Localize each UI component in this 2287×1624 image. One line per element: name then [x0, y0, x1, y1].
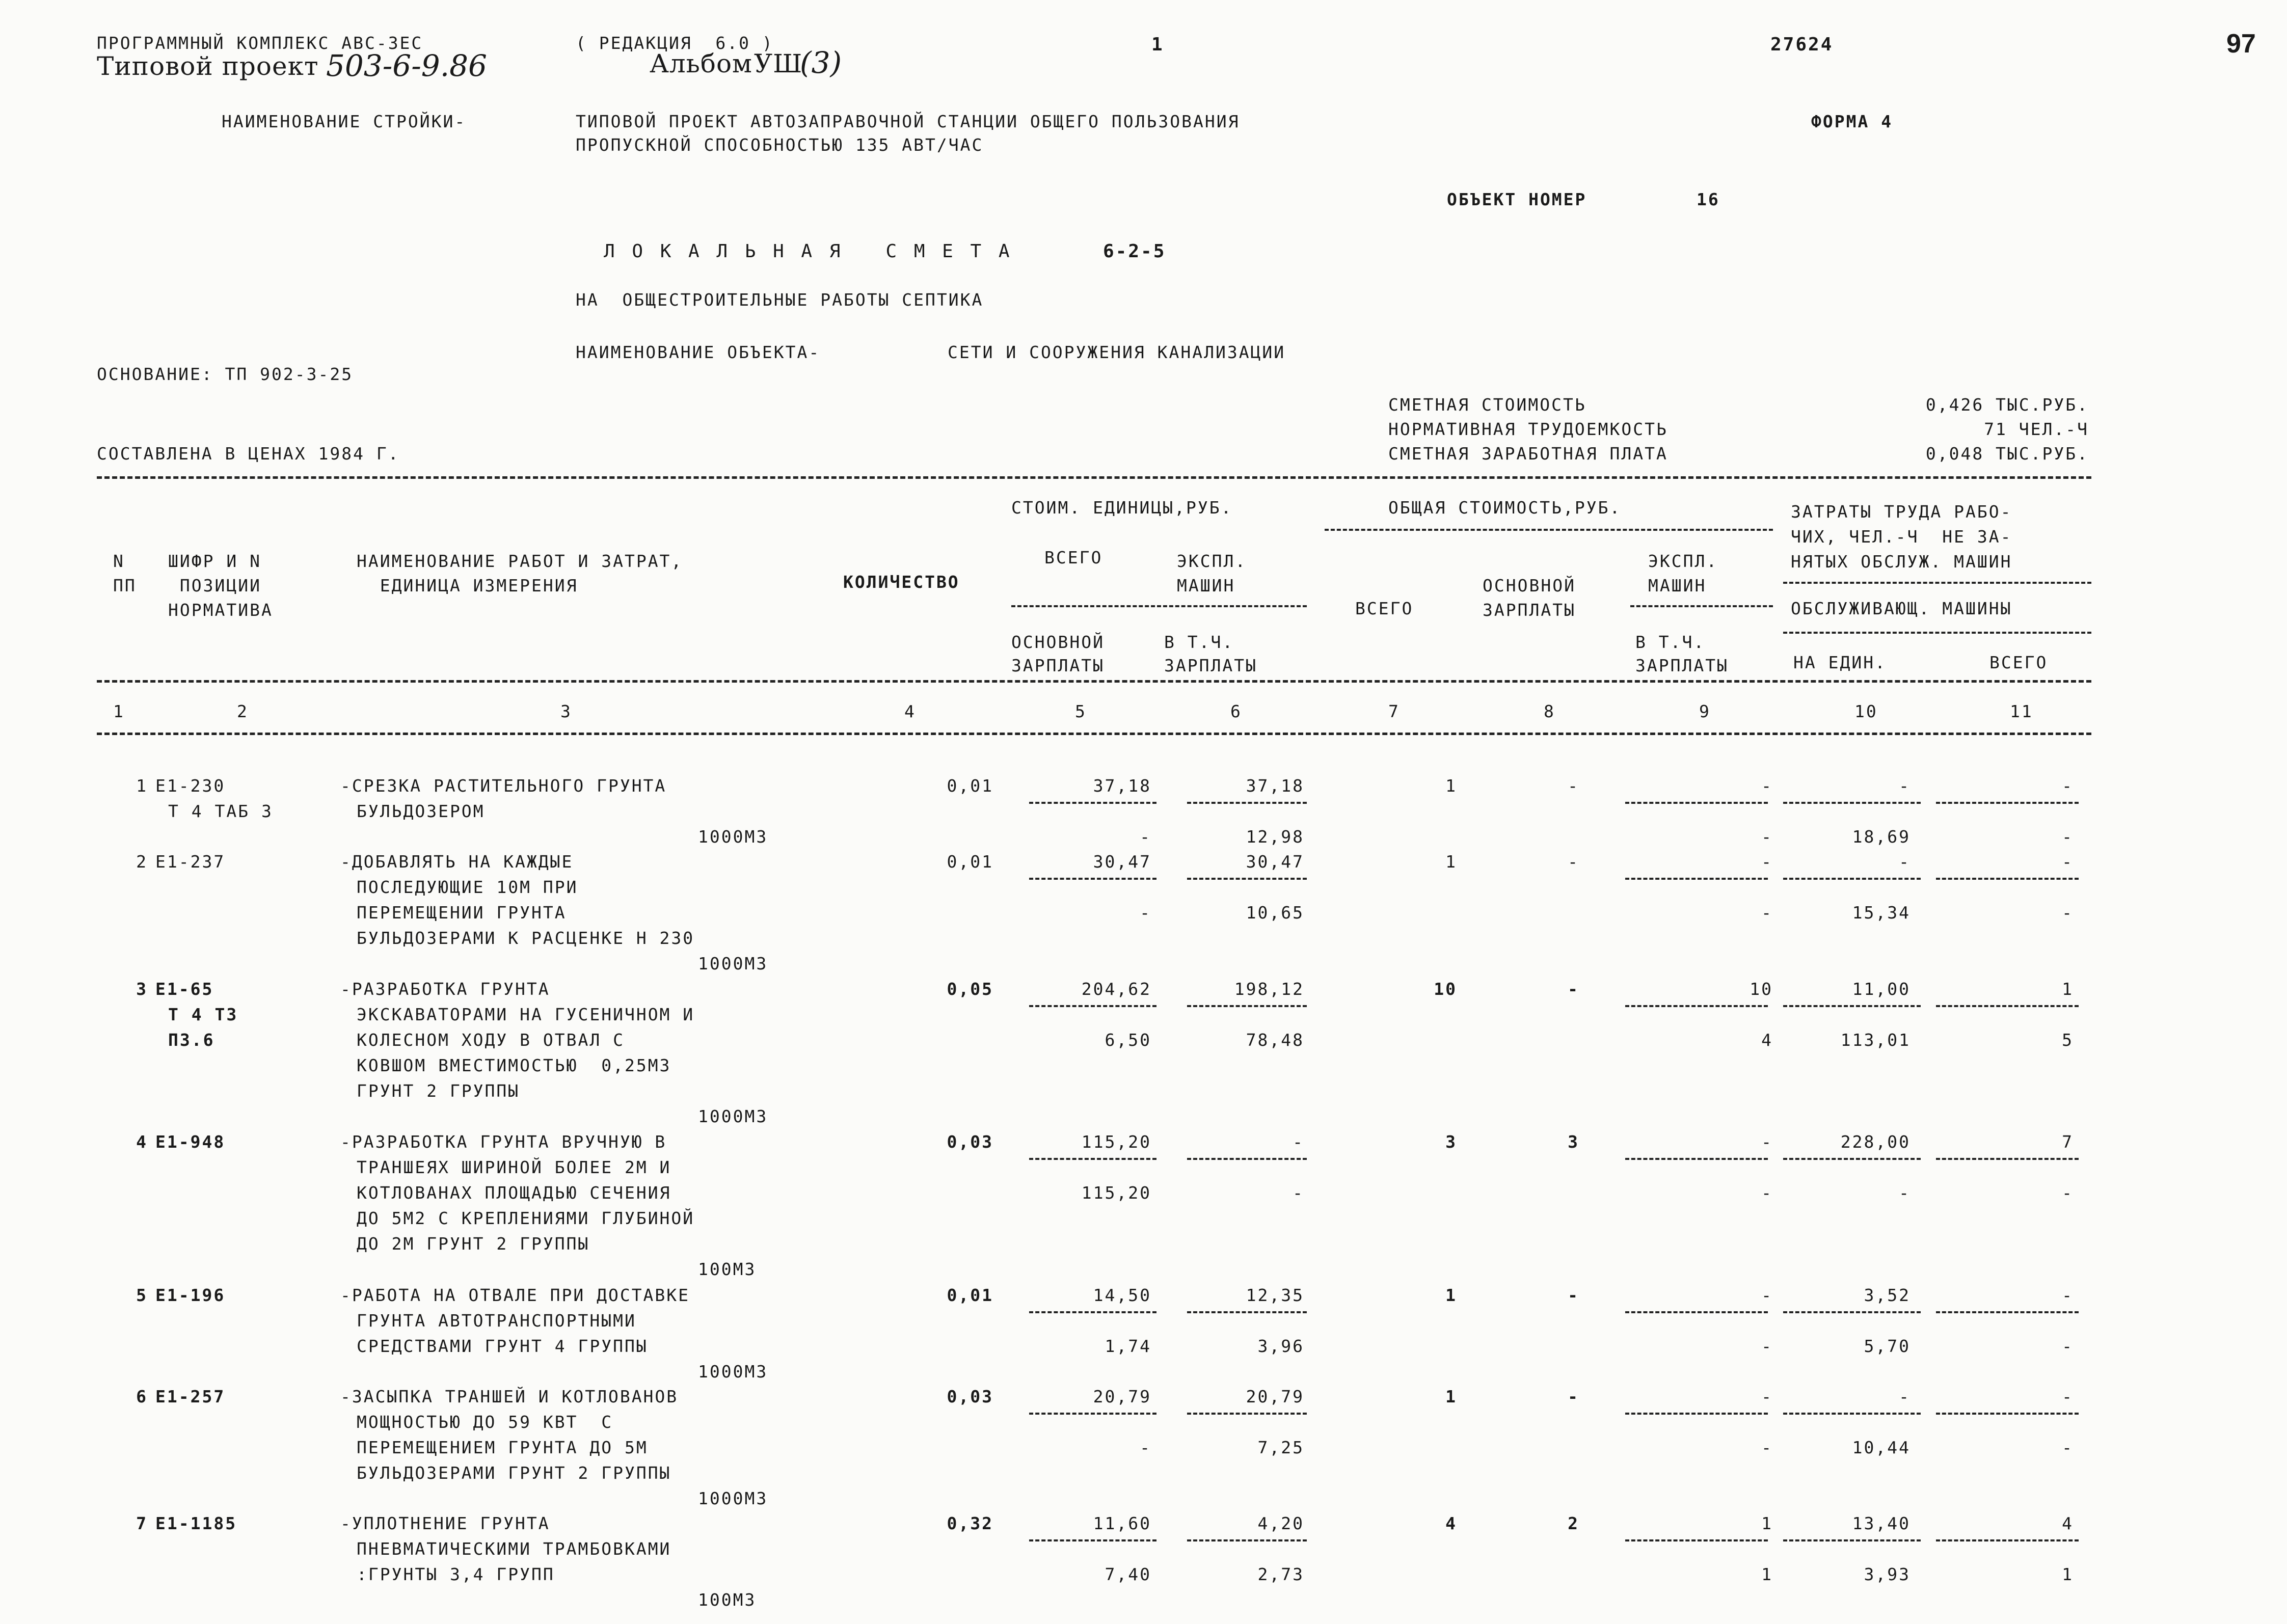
total-incl-wage-header: В Т.Ч. ЗАРПЛАТЫ: [1635, 632, 1729, 675]
row-total-machines: -: [1761, 776, 1773, 796]
total-base-wage-header: ОСНОВНОЙ ЗАРПЛАТЫ: [1483, 576, 1576, 620]
row-unit-machines: 198,12: [1234, 979, 1304, 999]
row-subrule: [1936, 1311, 2079, 1313]
row-subrule: [1029, 1005, 1156, 1007]
row-description: КОТЛОВАНАХ ПЛОЩАДЬЮ СЕЧЕНИЯ: [357, 1183, 671, 1203]
row-code-ref: П3.6: [168, 1030, 215, 1050]
row-unit-total: 20,79: [1093, 1387, 1151, 1406]
row-number: 1: [136, 776, 148, 796]
row-total: 1: [1445, 1387, 1457, 1406]
row-labor-total: 7: [2062, 1132, 2074, 1152]
page-index: 1: [1151, 34, 1164, 55]
row-quantity: 0,01: [947, 852, 993, 872]
row-labor-total: -: [2062, 776, 2074, 796]
row-total-incl-wage: -: [1761, 1438, 1773, 1457]
row-subrule: [1936, 802, 2079, 804]
row-subrule: [1187, 1539, 1307, 1541]
row-total-machines: -: [1761, 1132, 1773, 1152]
row-quantity: 0,01: [947, 776, 993, 796]
page-number: 97: [2226, 29, 2256, 59]
labor-top-header: ЗАТРАТЫ ТРУДА РАБО- ЧИХ, ЧЕЛ.-Ч НЕ ЗА- НЯТЫХ ОБСЛУЖ. МАШИН: [1791, 502, 2012, 572]
row-subrule: [1936, 1158, 2079, 1160]
row-quantity: 0,03: [947, 1387, 993, 1406]
row-labor-unit: -: [1899, 852, 1911, 872]
row-total: 1: [1445, 1285, 1457, 1305]
summary-value-1: 0,426 ТЫС.РУБ.: [1925, 395, 2089, 415]
total-sub-rule: [1325, 529, 1773, 531]
row-total-incl-wage: -: [1761, 1336, 1773, 1356]
row-subrule: [1029, 1311, 1156, 1313]
construction-line1: ТИПОВОЙ ПРОЕКТ АВТОЗАПРАВОЧНОЙ СТАНЦИИ ОБЩЕГО ПОЛЬЗОВАНИЯ: [576, 112, 1240, 131]
row-code-ref: Т 4 ТАБ 3: [168, 801, 273, 821]
row-subrule: [1625, 1311, 1768, 1313]
row-unit-machines: -: [1293, 1132, 1304, 1152]
row-labor-unit: 3,52: [1864, 1285, 1911, 1305]
row-unit-total: 204,62: [1081, 979, 1151, 999]
colnum-1: 1: [113, 701, 125, 721]
row-unit-machines: 20,79: [1246, 1387, 1304, 1406]
row-description: БУЛЬДОЗЕРАМИ ГРУНТ 2 ГРУППЫ: [357, 1463, 671, 1483]
row-description: КОЛЕСНОМ ХОДУ В ОТВАЛ С: [357, 1030, 625, 1050]
row-subrule: [1029, 802, 1156, 804]
row-total-base-wage: -: [1568, 1387, 1579, 1406]
doc-code: 27624: [1770, 34, 1834, 55]
row-subrule: [1783, 878, 1921, 880]
edition-label: ( РЕДАКЦИЯ 6.0 ): [576, 33, 774, 53]
col3-header: НАИМЕНОВАНИЕ РАБОТ И ЗАТРАТ, ЕДИНИЦА ИЗМЕРЕНИЯ: [357, 551, 683, 596]
row-description: -УПЛОТНЕНИЕ ГРУНТА: [340, 1513, 550, 1533]
row-labor-total-machines: -: [2062, 1438, 2074, 1457]
row-subrule: [1936, 1413, 2079, 1415]
row-unit: 100М3: [698, 1590, 757, 1610]
row-total-base-wage: 2: [1568, 1513, 1579, 1533]
row-unit-incl-wage: 3,96: [1257, 1336, 1304, 1356]
row-labor-total: -: [2062, 1387, 2074, 1406]
row-subrule: [1625, 1005, 1768, 1007]
row-total-incl-wage: -: [1761, 903, 1773, 923]
row-code-ref: Т 4 Т3: [168, 1005, 238, 1024]
row-description: ТРАНШЕЯХ ШИРИНОЙ БОЛЕЕ 2М И: [357, 1157, 671, 1177]
row-unit-machines: 4,20: [1257, 1513, 1304, 1533]
labor-mid-header: ОБСЛУЖИВАЮЩ. МАШИНЫ: [1791, 599, 2012, 618]
row-description: ГРУНТ 2 ГРУППЫ: [357, 1081, 520, 1101]
row-description: ДО 2М ГРУНТ 2 ГРУППЫ: [357, 1234, 590, 1254]
row-total-machines: 1: [1761, 1513, 1773, 1533]
row-labor-unit-machines: 5,70: [1864, 1336, 1911, 1356]
colnum-6: 6: [1230, 701, 1242, 721]
header-rule-top: [97, 476, 2091, 479]
row-description: ПОСЛЕДУЮЩИЕ 10М ПРИ: [357, 877, 578, 897]
estimate-number: 6-2-5: [1103, 241, 1166, 262]
summary-label-1: СМЕТНАЯ СТОИМОСТЬ: [1388, 395, 1586, 415]
row-code: Е1-237: [155, 852, 226, 872]
row-labor-unit-machines: -: [1899, 1183, 1911, 1203]
row-labor-unit-machines: 10,44: [1852, 1438, 1911, 1457]
row-labor-total: -: [2062, 852, 2074, 872]
row-quantity: 0,03: [947, 1132, 993, 1152]
row-labor-total: 4: [2062, 1513, 2074, 1533]
row-unit-incl-wage: 10,65: [1246, 903, 1304, 923]
row-subrule: [1625, 1539, 1768, 1541]
row-labor-unit-machines: 113,01: [1840, 1030, 1911, 1050]
row-number: 7: [136, 1513, 148, 1533]
unit-cost-header: СТОИМ. ЕДИНИЦЫ,РУБ.: [1011, 498, 1233, 518]
row-subrule: [1187, 802, 1307, 804]
row-subrule: [1625, 1158, 1768, 1160]
program-line: ПРОГРАММНЫЙ КОМПЛЕКС АВС-3ЕС: [97, 33, 423, 53]
row-total-incl-wage: -: [1761, 827, 1773, 847]
estimate-title: Л О К А Л Ь Н А Я С М Е Т А: [604, 241, 1013, 262]
row-subrule: [1187, 878, 1307, 880]
colnum-5: 5: [1075, 701, 1087, 721]
row-unit: 1000М3: [698, 954, 768, 973]
row-labor-total-machines: -: [2062, 1183, 2074, 1203]
row-number: 5: [136, 1285, 148, 1305]
album-roman: УШ: [754, 49, 803, 78]
row-description: БУЛЬДОЗЕРАМИ К РАСЦЕНКЕ Н 230: [357, 928, 695, 948]
row-labor-unit: 11,00: [1852, 979, 1911, 999]
row-unit: 1000М3: [698, 1488, 768, 1508]
row-total-base-wage: -: [1568, 852, 1579, 872]
unit-mach-header: ЭКСПЛ. МАШИН: [1177, 551, 1247, 596]
labor-unit-header: НА ЕДИН.: [1793, 653, 1887, 672]
row-description: -РАБОТА НА ОТВАЛЕ ПРИ ДОСТАВКЕ: [340, 1285, 690, 1305]
row-description: ПНЕВМАТИЧЕСКИМИ ТРАМБОВКАМИ: [357, 1539, 671, 1559]
row-subrule: [1625, 878, 1768, 880]
unit-total-header: ВСЕГО: [1044, 548, 1103, 567]
row-total: 10: [1434, 979, 1457, 999]
row-description: ПЕРЕМЕЩЕНИИ ГРУНТА: [357, 903, 567, 923]
row-number: 3: [136, 979, 148, 999]
album-prefix: Альбом: [650, 49, 752, 78]
row-subrule: [1936, 878, 2079, 880]
unit-base-wage-header: ОСНОВНОЙ ЗАРПЛАТЫ: [1011, 632, 1105, 675]
row-total: 4: [1445, 1513, 1457, 1533]
total-mach-header: ЭКСПЛ. МАШИН: [1648, 551, 1718, 596]
row-total: 3: [1445, 1132, 1457, 1152]
row-labor-total-machines: -: [2062, 1336, 2074, 1356]
colnum-3: 3: [560, 701, 572, 721]
header-rule-mid: [97, 680, 2091, 683]
row-total-machines: 10: [1750, 979, 1773, 999]
col4-header: КОЛИЧЕСТВО: [843, 572, 960, 592]
summary-value-3: 0,048 ТЫС.РУБ.: [1925, 444, 2089, 464]
basis: ОСНОВАНИЕ: ТП 902-3-25: [97, 364, 354, 384]
row-total-incl-wage: 4: [1761, 1030, 1773, 1050]
colnum-4: 4: [904, 701, 916, 721]
row-quantity: 0,05: [947, 979, 993, 999]
row-labor-unit-machines: 3,93: [1864, 1564, 1911, 1584]
row-unit: 1000М3: [698, 827, 768, 847]
row-unit-incl-wage: 7,25: [1257, 1438, 1304, 1457]
row-unit-total: 37,18: [1093, 776, 1151, 796]
row-unit-base-wage: 7,40: [1105, 1564, 1151, 1584]
row-total-machines: -: [1761, 1285, 1773, 1305]
row-subrule: [1783, 1005, 1921, 1007]
summary-label-3: СМЕТНАЯ ЗАРАБОТНАЯ ПЛАТА: [1388, 444, 1668, 464]
col2-header: ШИФР И N ПОЗИЦИИ НОРМАТИВА: [168, 551, 273, 620]
row-subrule: [1187, 1158, 1307, 1160]
row-code: Е1-230: [155, 776, 226, 796]
row-description: ПЕРЕМЕЩЕНИЕМ ГРУНТА ДО 5М: [357, 1438, 648, 1457]
row-number: 4: [136, 1132, 148, 1152]
row-subrule: [1783, 1311, 1921, 1313]
row-description: ЭКСКАВАТОРАМИ НА ГУСЕНИЧНОМ И: [357, 1005, 695, 1024]
row-subrule: [1783, 1539, 1921, 1541]
row-unit-incl-wage: 78,48: [1246, 1030, 1304, 1050]
row-unit-total: 14,50: [1093, 1285, 1151, 1305]
summary-value-2: 71 ЧЕЛ.-Ч: [1984, 419, 2089, 439]
row-description: КОВШОМ ВМЕСТИМОСТЬЮ 0,25М3: [357, 1055, 671, 1075]
row-labor-unit: 228,00: [1840, 1132, 1911, 1152]
row-unit-total: 11,60: [1093, 1513, 1151, 1533]
row-subrule: [1187, 1005, 1307, 1007]
row-total-base-wage: -: [1568, 776, 1579, 796]
object-number: 16: [1697, 190, 1720, 209]
row-subrule: [1936, 1539, 2079, 1541]
row-unit: 1000М3: [698, 1362, 768, 1382]
construction-line2: ПРОПУСКНОЙ СПОСОБНОСТЬЮ 135 АВТ/ЧАС: [576, 135, 984, 155]
row-description: -РАЗРАБОТКА ГРУНТА: [340, 979, 550, 999]
row-subrule: [1029, 1158, 1156, 1160]
row-unit: 100М3: [698, 1259, 757, 1279]
labor-total-header: ВСЕГО: [1989, 653, 2048, 672]
colnum-11: 11: [2010, 701, 2033, 721]
row-unit-total: 30,47: [1093, 852, 1151, 872]
row-subrule: [1625, 1413, 1768, 1415]
unit-sub-rule: [1011, 605, 1307, 607]
row-description: СРЕДСТВАМИ ГРУНТ 4 ГРУППЫ: [357, 1336, 648, 1356]
row-description: -ДОБАВЛЯТЬ НА КАЖДЫЕ: [340, 852, 574, 872]
col1-header: N ПП: [113, 551, 137, 596]
row-unit-machines: 37,18: [1246, 776, 1304, 796]
row-code: Е1-65: [155, 979, 214, 999]
row-number: 6: [136, 1387, 148, 1406]
colnum-10: 10: [1854, 701, 1878, 721]
row-description: БУЛЬДОЗЕРОМ: [357, 801, 485, 821]
row-description: -РАЗРАБОТКА ГРУНТА ВРУЧНУЮ В: [340, 1132, 667, 1152]
row-unit-base-wage: -: [1140, 827, 1151, 847]
colnum-8: 8: [1544, 701, 1555, 721]
prices-line: СОСТАВЛЕНА В ЦЕНАХ 1984 Г.: [97, 444, 400, 464]
album-part: (3): [800, 45, 842, 80]
row-total-machines: -: [1761, 1387, 1773, 1406]
row-labor-unit-machines: 18,69: [1852, 827, 1911, 847]
row-unit-base-wage: -: [1140, 903, 1151, 923]
row-description: -СРЕЗКА РАСТИТЕЛЬНОГО ГРУНТА: [340, 776, 667, 796]
row-subrule: [1187, 1311, 1307, 1313]
header-rule-bottom: [97, 733, 2091, 735]
row-description: :ГРУНТЫ 3,4 ГРУПП: [357, 1564, 555, 1584]
row-labor-total: -: [2062, 1285, 2074, 1305]
row-total-base-wage: -: [1568, 1285, 1579, 1305]
row-description: ГРУНТА АВТОТРАНСПОРТНЫМИ: [357, 1311, 636, 1331]
row-code: Е1-1185: [155, 1513, 237, 1533]
row-description: МОЩНОСТЬЮ ДО 59 КВТ С: [357, 1412, 613, 1432]
works-line: НА ОБЩЕСТРОИТЕЛЬНЫЕ РАБОТЫ СЕПТИКА: [576, 290, 984, 310]
total-mach-sub-rule: [1630, 605, 1773, 607]
row-code: Е1-196: [155, 1285, 226, 1305]
row-description: ДО 5М2 С КРЕПЛЕНИЯМИ ГЛУБИНОЙ: [357, 1208, 695, 1228]
row-total-machines: -: [1761, 852, 1773, 872]
row-unit-machines: 12,35: [1246, 1285, 1304, 1305]
row-unit-total: 115,20: [1081, 1132, 1151, 1152]
row-labor-total-machines: 1: [2062, 1564, 2074, 1584]
summary-label-2: НОРМАТИВНАЯ ТРУДОЕМКОСТЬ: [1388, 419, 1668, 439]
row-labor-unit: 13,40: [1852, 1513, 1911, 1533]
row-unit-incl-wage: 12,98: [1246, 827, 1304, 847]
row-number: 2: [136, 852, 148, 872]
construction-label: НАИМЕНОВАНИЕ СТРОЙКИ-: [222, 112, 467, 131]
form-label: ФОРМА 4: [1811, 112, 1893, 131]
row-total: 1: [1445, 776, 1457, 796]
row-subrule: [1783, 1413, 1921, 1415]
row-quantity: 0,01: [947, 1285, 993, 1305]
row-labor-unit-machines: 15,34: [1852, 903, 1911, 923]
unit-incl-wage-header: В Т.Ч. ЗАРПЛАТЫ: [1164, 632, 1257, 675]
row-subrule: [1783, 1158, 1921, 1160]
row-unit-incl-wage: 2,73: [1257, 1564, 1304, 1584]
colnum-7: 7: [1388, 701, 1400, 721]
row-subrule: [1187, 1413, 1307, 1415]
row-unit-base-wage: 6,50: [1105, 1030, 1151, 1050]
row-unit-base-wage: -: [1140, 1438, 1151, 1457]
labor-sub-rule-1: [1783, 582, 2091, 584]
row-subrule: [1029, 1413, 1156, 1415]
row-total-base-wage: -: [1568, 979, 1579, 999]
row-unit-base-wage: 115,20: [1081, 1183, 1151, 1203]
row-unit-base-wage: 1,74: [1105, 1336, 1151, 1356]
row-unit: 1000М3: [698, 1106, 768, 1126]
row-unit-machines: 30,47: [1246, 852, 1304, 872]
row-subrule: [1783, 802, 1921, 804]
row-total-base-wage: 3: [1568, 1132, 1579, 1152]
row-labor-unit: -: [1899, 776, 1911, 796]
object-name-label: НАИМЕНОВАНИЕ ОБЪЕКТА-: [576, 342, 821, 362]
row-subrule: [1029, 1539, 1156, 1541]
row-subrule: [1936, 1005, 2079, 1007]
row-subrule: [1029, 878, 1156, 880]
row-labor-total: 1: [2062, 979, 2074, 999]
project-prefix: Типовой проект: [97, 51, 319, 81]
row-quantity: 0,32: [947, 1513, 993, 1533]
row-total: 1: [1445, 852, 1457, 872]
total-cost-header: ОБЩАЯ СТОИМОСТЬ,РУБ.: [1388, 498, 1622, 518]
row-labor-total-machines: 5: [2062, 1030, 2074, 1050]
row-labor-unit: -: [1899, 1387, 1911, 1406]
row-labor-total-machines: -: [2062, 903, 2074, 923]
labor-sub-rule-2: [1783, 632, 2091, 634]
row-labor-total-machines: -: [2062, 827, 2074, 847]
colnum-9: 9: [1699, 701, 1711, 721]
object-label: ОБЪЕКТ НОМЕР: [1447, 190, 1587, 209]
object-name: СЕТИ И СООРУЖЕНИЯ КАНАЛИЗАЦИИ: [948, 342, 1286, 362]
project-number: 503-6-9.86: [326, 48, 487, 83]
total-all-header: ВСЕГО: [1355, 599, 1414, 618]
row-description: -ЗАСЫПКА ТРАНШЕЙ И КОТЛОВАНОВ: [340, 1387, 679, 1406]
row-unit-incl-wage: -: [1293, 1183, 1304, 1203]
row-code: Е1-948: [155, 1132, 226, 1152]
row-total-incl-wage: 1: [1761, 1564, 1773, 1584]
row-total-incl-wage: -: [1761, 1183, 1773, 1203]
row-code: Е1-257: [155, 1387, 226, 1406]
row-subrule: [1625, 802, 1768, 804]
colnum-2: 2: [237, 701, 249, 721]
